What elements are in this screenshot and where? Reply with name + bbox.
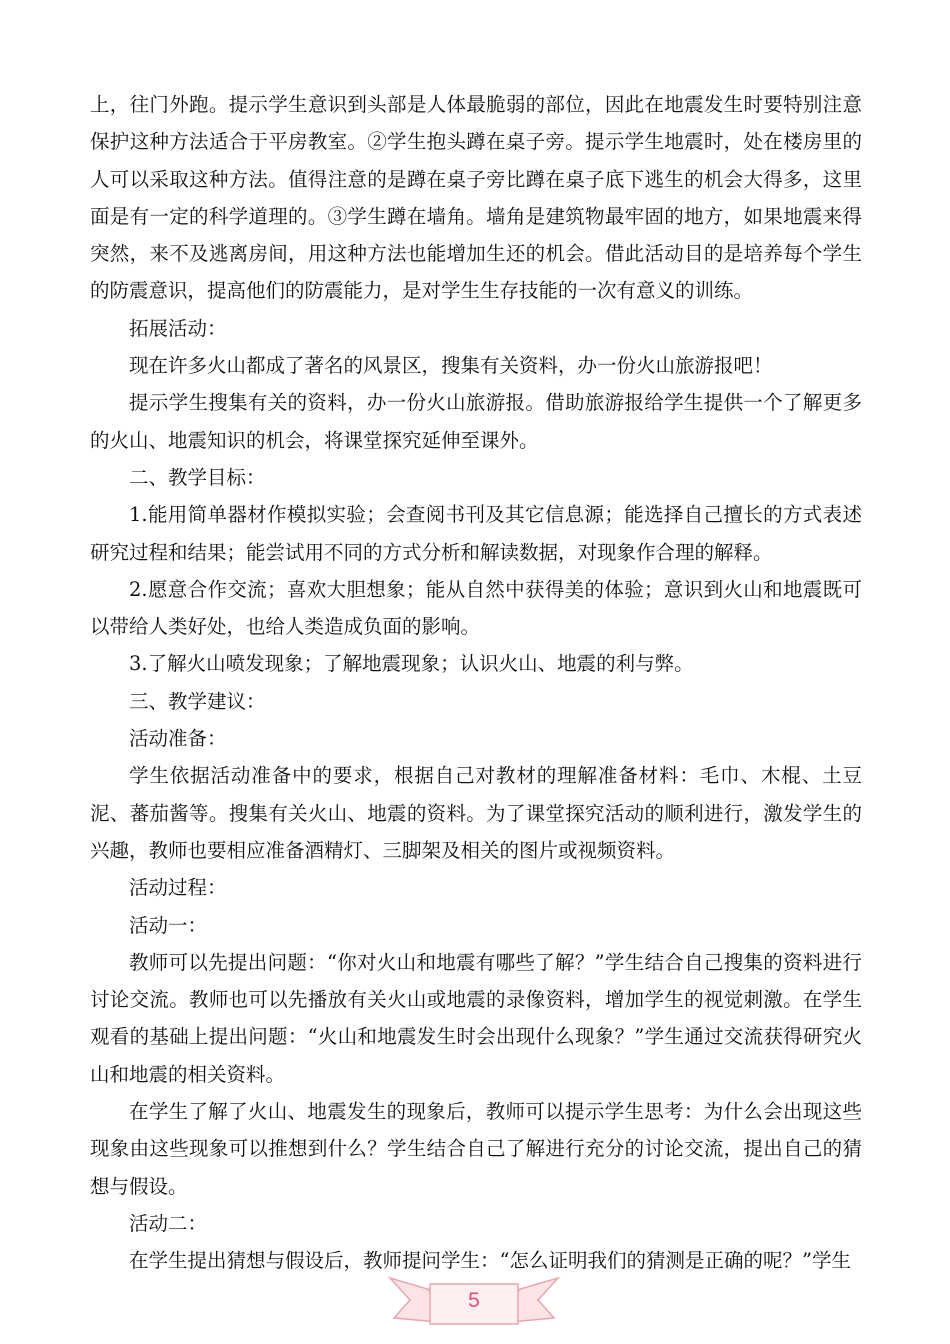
paragraph-activity-two: 在学生提出猜想与假设后，教师提问学生：“怎么证明我们的猜测是正确的呢？”学生 (129, 1249, 851, 1273)
paragraph-3: 现在许多火山都成了著名的风景区，搜集有关资料，办一份火山旅游报吧！ (129, 354, 773, 378)
heading-activity-one: 活动一： (129, 913, 208, 937)
heading-extension-activity: 拓展活动： (129, 316, 227, 340)
page-number-ribbon (384, 1272, 564, 1334)
paragraph-goal-2: 2.愿意合作交流；喜欢大胆想象；能从自然中获得美的体验；意识到火山和地震既可以带给人类好处，也给人类造成负面的影响。 (90, 577, 862, 639)
paragraph-4: 提示学生搜集有关的资料，办一份火山旅游报。借助旅游报给学生提供一个了解更多的火山、地震知识的机会，将课堂探究延伸至课外。 (90, 391, 862, 452)
paragraph-activity-one-b: 在学生了解了火山、地震发生的现象后，教师可以提示学生思考：为什么会出现这些现象由这些现象可以推想到什么？学生结合自己了解进行充分的讨论交流，提出自己的猜想与假设。 (90, 1100, 862, 1198)
heading-activity-process: 活动过程： (129, 876, 227, 900)
heading-teaching-goals: 二、教学目标： (129, 465, 266, 489)
paragraph-goal-1: 1.能用简单器材作模拟实验；会查阅书刊及其它信息源；能选择自己擅长的方式表述研究过程和结果；能尝试用不同的方式分析和解读数据，对现象作合理的解释。 (90, 503, 862, 564)
heading-activity-preparation: 活动准备： (129, 727, 227, 751)
page-number: 5 (468, 1289, 480, 1312)
document-body (90, 86, 862, 1280)
heading-activity-two: 活动二： (129, 1211, 208, 1235)
heading-teaching-suggestions: 三、教学建议： (129, 689, 266, 713)
paragraph-activity-one-a: 教师可以先提出问题：“你对火山和地震有哪些了解？”学生结合自己搜集的资料进行讨论交流。教师也可以先播放有关火山或地震的录像资料，增加学生的视觉刺激。在学生观看的基础上提出问题：“火山和地震发生时会出现什么现象？”学生通过交流获得研究火山和地震的相关资料。 (90, 950, 862, 1086)
paragraph-goal-3: 3.了解火山喷发现象；了解地震现象；认识火山、地震的利与弊。 (129, 652, 694, 676)
paragraph-1: 上，往门外跑。提示学生意识到头部是人体最脆弱的部位，因此在地震发生时要特别注意保护这种方法适合于平房教室。②学生抱头蹲在桌子旁。提示学生地震时，处在楼房里的人可以采取这种方法。值得注意的是蹲在桌子旁比蹲在桌子底下逃生的机会大得多，这里面是有一定的科学道理的。③学生蹲在墙角。墙角是建筑物最牢固的地方，如果地震来得突然，来不及逃离房间，用这种方法也能增加生还的机会。借此活动目的是培养每个学生的防震意识，提高他们的防震能力，是对学生生存技能的一次有意义的训练。 (90, 93, 862, 303)
paragraph-preparation: 学生依据活动准备中的要求，根据自己对教材的理解准备材料：毛巾、木棍、土豆泥、蕃茄酱等。搜集有关火山、地震的资料。为了课堂探究活动的顺利进行，激发学生的兴趣，教师也要相应准备酒精灯、三脚架及相关的图片或视频资料。 (90, 764, 862, 862)
